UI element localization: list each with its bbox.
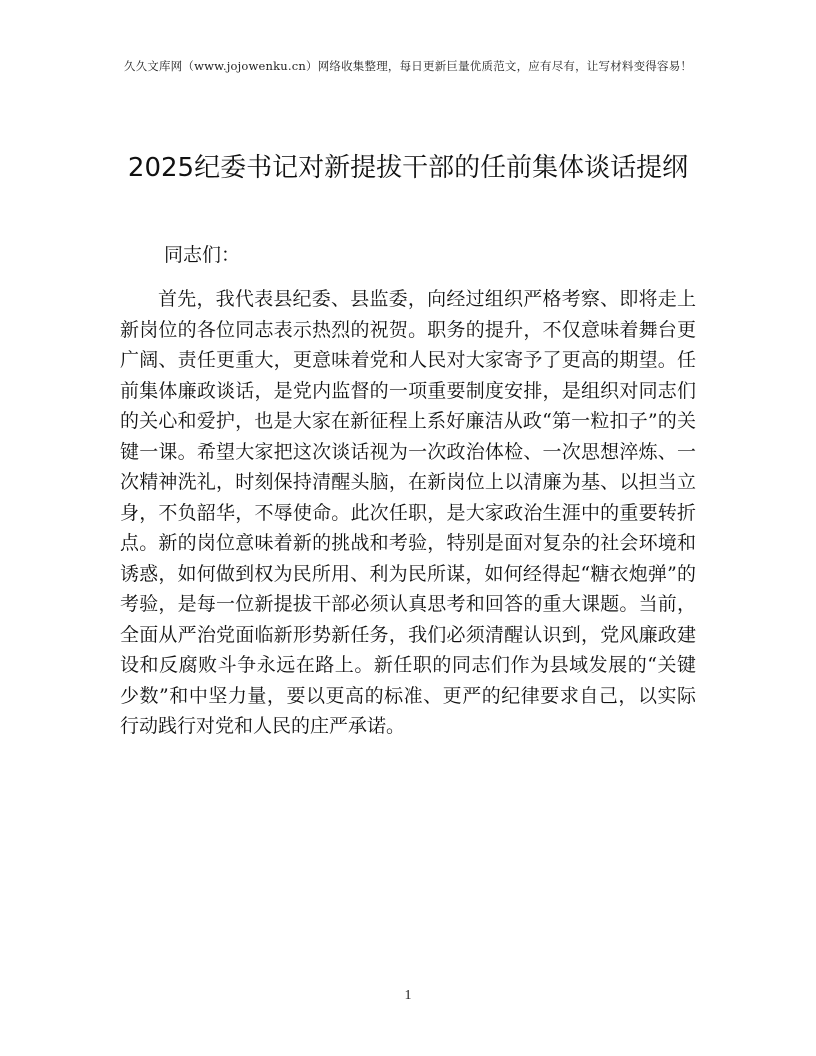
document-title: 2025纪委书记对新提拔干部的任前集体谈话提纲 (127, 153, 689, 183)
page-number: 1 (404, 988, 412, 1003)
salutation: 同志们： (164, 244, 241, 266)
body-paragraph: 首先，我代表县纪委、县监委，向经过组织严格考察、即将走上新岗位的各位同志表示热烈的祝贺。职务的提升，不仅意味着舞台更广阔、责任更重大，更意味着党和人民对大家寄予了更高的期望。任前集体廉政谈话，是党内监督的一项重要制度安排，是组织对同志们的关心和爱护，也是大家在新征程上系好廉洁从政“第一粒扣子”的关键一课。希望大家把这次谈话视为一次政治体检、一次思想淬炼、一次精神洗礼，时刻保持清醒头脑，在新岗位上以清廉为基、以担当立身，不负韶华，不辱使命。此次任职，是大家政治生涯中的重要转折点。新的岗位意味着新的挑战和考验，特别是面对复杂的社会环境和诱惑，如何做到权为民所用、利为民所谋，如何经得起“糖衣炮弹”的考验，是每一位新提拔干部必须认真思考和回答的重大课题。当前，全面从严治党面临新形势新任务，我们必须清醒认识到，党风廉政建设和反腐败斗争永远在路上。新任职的同志们作为县域发展的“关键少数”和中坚力量，要以更高的标准、更严的纪律要求自己，以实际行动践行对党和人民的庄严承诺。 (120, 288, 696, 737)
page-header: 久久文库网（www.jojowenku.cn）网络收集整理，每日更新巨量优质范文，应有尽有，让写材料变得容易！ (123, 59, 693, 73)
